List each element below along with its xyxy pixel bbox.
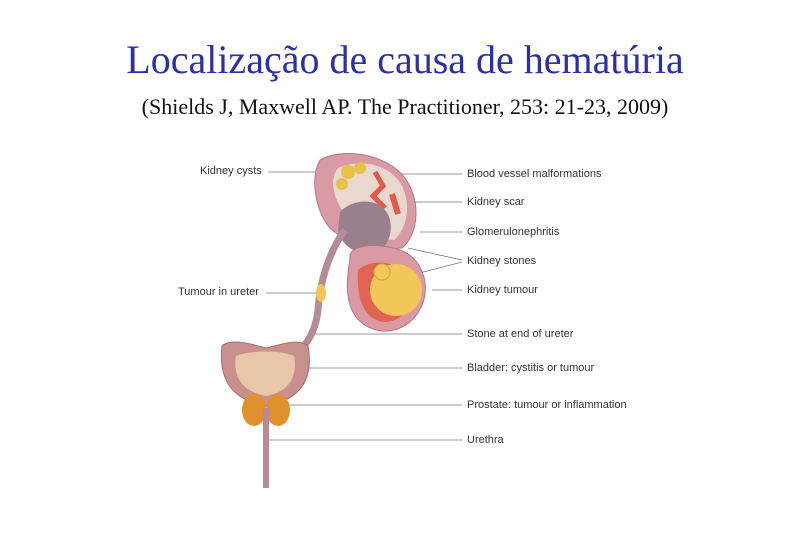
- slide-title: Localização de causa de hematúria: [126, 37, 684, 82]
- label-kidney-stones: Kidney stones: [467, 255, 537, 267]
- label-stone-at-end-of-ureter: Stone at end of ureter: [467, 328, 574, 340]
- anatomy-drawing: [170, 150, 650, 490]
- kidney-cyst-3: [336, 178, 348, 190]
- leader-line-kidney-stones-1: [408, 248, 462, 260]
- kidney-cyst-2: [354, 162, 366, 174]
- prostate-right-lobe: [266, 394, 290, 426]
- prostate-left-lobe: [242, 394, 266, 426]
- label-kidney-cysts: Kidney cysts: [200, 165, 262, 177]
- urinary-tract-illustration: [170, 150, 650, 490]
- label-prostate: Prostate: tumour or inflammation: [467, 399, 627, 411]
- kidney-stone: [374, 264, 390, 280]
- urethra: [263, 408, 269, 488]
- label-bladder: Bladder: cystitis or tumour: [467, 362, 595, 374]
- label-kidney-tumour: Kidney tumour: [467, 284, 538, 296]
- citation: (Shields J, Maxwell AP. The Practitioner, 253: 21-23, 2009): [141, 94, 669, 119]
- label-kidney-scar: Kidney scar: [467, 196, 525, 208]
- label-blood-vessel-malformations: Blood vessel malformations: [467, 168, 602, 180]
- label-glomerulonephritis: Glomerulonephritis: [467, 226, 560, 238]
- label-urethra: Urethra: [467, 434, 504, 446]
- label-tumour-in-ureter: Tumour in ureter: [178, 286, 259, 298]
- ureter-tumour: [316, 284, 326, 302]
- kidney-cyst-1: [341, 165, 355, 179]
